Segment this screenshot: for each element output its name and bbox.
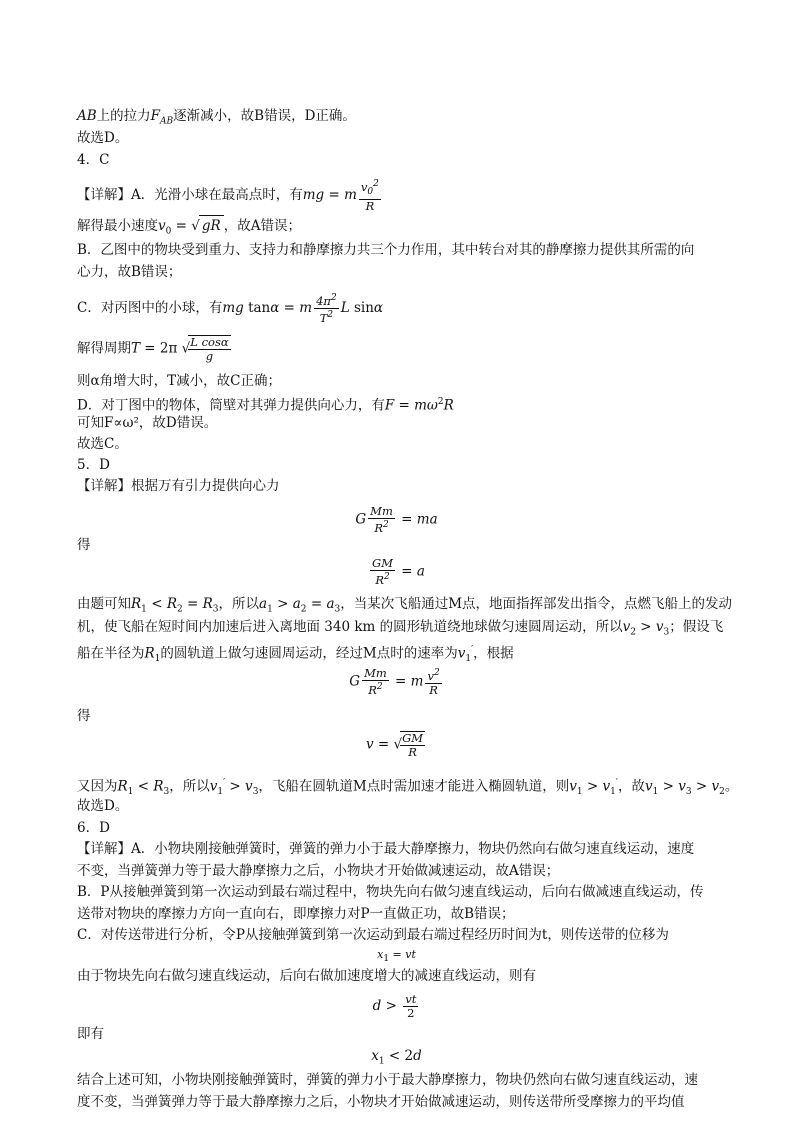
text-line: 【详解】根据万有引力提供向心力 bbox=[77, 478, 280, 494]
formula-fraction: $\frac{4\pi^2}{T^2}$ bbox=[316, 293, 337, 325]
text-fragment: 又因为 bbox=[77, 778, 118, 795]
text-fragment: 机，使飞船在短时间内加速后进入离地面 340 km 的圆形轨道绕地球做匀速圆周运动，所以 bbox=[77, 619, 623, 635]
display-equation: G $\frac{Mm}{R^2}$ = m $\frac{v^2}{R}$ bbox=[349, 666, 440, 697]
text-fragment: ，故A错误； bbox=[223, 218, 301, 234]
text-line: AB上的拉力$F_{AB}$逐渐减小，故B错误，D正确。 bbox=[77, 108, 356, 127]
text-fragment: ；假设飞 bbox=[669, 619, 724, 635]
text-fragment: ，根据 bbox=[473, 645, 514, 662]
text-fragment: C．对丙图中的小球，有 bbox=[77, 299, 223, 316]
text-fragment: 解得最小速度 bbox=[77, 218, 158, 234]
text-line: 得 bbox=[77, 537, 91, 553]
text-line: 解得周期T = 2π √ $\frac{\text{L cosα}}{g}$ bbox=[77, 335, 229, 363]
text-line: 又因为$R_1 < R_3$，所以$v_1' > v_3$，飞船在圆轨道M点时需加速才能进入椭圆轨道，则$v_1 > v_1'$，故$v_1 > v_3 > v_2$。 bbox=[77, 778, 739, 798]
display-equation: $x_1 < 2d$ bbox=[371, 1048, 422, 1067]
text-line: 度不变，当弹簧弹力等于最大静摩擦力之后，小物块才开始做减速运动，则传送带所受摩擦力的平均值 bbox=[77, 1094, 685, 1110]
text-line: 故选D。 bbox=[77, 130, 129, 146]
display-equation: G $\frac{Mm}{R^2}$ = ma bbox=[355, 504, 438, 535]
text-fragment: ，飞船在圆轨道M点时需加速才能进入椭圆轨道，则 bbox=[258, 778, 570, 795]
text-line: 可知F∝ω²，故D错误。 bbox=[77, 415, 218, 431]
formula-fraction: $\frac{v_0^2}{R}$ bbox=[360, 179, 379, 214]
text-fragment: ，所以 bbox=[218, 596, 260, 612]
text-fragment: 由题可知 bbox=[77, 596, 131, 612]
display-equation: $\frac{GM}{R^2}$ = a bbox=[372, 556, 425, 587]
text-line: 心力，故B错误； bbox=[77, 264, 182, 280]
text-line: 结合上述可知，小物块刚接触弹簧时，弹簧的弹力小于最大静摩擦力，物块仍然向右做匀速直线运动，速 bbox=[77, 1072, 698, 1088]
question-number: 5．D bbox=[77, 457, 110, 473]
text-fragment: ，故 bbox=[617, 778, 645, 795]
text-line: 得 bbox=[77, 708, 91, 724]
text-line: 由于物块先向右做匀速直线运动，后向右做加速度增大的减速直线运动，则有 bbox=[77, 968, 536, 984]
text-line: 即有 bbox=[77, 1026, 104, 1042]
text-line: 【详解】A．光滑小球在最高点时，有mg = m $\frac{v_0^2}{R}$ bbox=[77, 179, 379, 214]
text-line: 送带对物块的摩擦力方向一直向右，即摩擦力对P一直做正功，故B错误； bbox=[77, 906, 515, 922]
text-line: 不变，当弹簧弹力等于最大静摩擦力之后，小物块才开始做减速运动，故A错误； bbox=[77, 863, 560, 879]
display-equation: d > $\frac{vt}{2}$ bbox=[372, 992, 417, 1020]
text-line: D．对丁图中的物体，筒壁对其弹力提供向心力，有$F = m\omega^2R$ bbox=[77, 397, 454, 414]
text-line: 【详解】A．小物块刚接触弹簧时，弹簧的弹力小于最大静摩擦力，物块仍然向右做匀速直线运动，速度 bbox=[77, 841, 695, 857]
text-fragment: ，当某次飞船通过M点，地面指挥部发出指令，点燃飞船上的发动 bbox=[340, 596, 733, 612]
text-line: C．对丙图中的小球，有mg tanα = m $\frac{4\pi^2}{T^2}$ L sinα bbox=[77, 293, 384, 325]
text-fragment: ，所以 bbox=[169, 778, 210, 795]
display-equation: $x_1$ = vt bbox=[377, 948, 416, 965]
text-fragment: D．对丁图中的物体，筒壁对其弹力提供向心力，有 bbox=[77, 397, 385, 414]
text-fragment: 的圆轨道上做匀速圆周运动，经过M点时的速率为 bbox=[160, 645, 458, 662]
text-line: 则α角增大时，T减小，故C正确； bbox=[77, 373, 281, 389]
text-line: 解得最小速度$v_0$ = √ gR ，故A错误； bbox=[77, 215, 301, 242]
question-number: 6．D bbox=[77, 820, 110, 836]
text-line: C．对传送带进行分析，令P从接触弹簧到第一次运动到最右端过程经历时间为t，则传送带的位移为 bbox=[77, 927, 669, 943]
question-number: 4．C bbox=[77, 152, 110, 168]
text-line: B．乙图中的物块受到重力、支持力和静摩擦力共三个力作用，其中转台对其的静摩擦力提供其所需的向 bbox=[77, 242, 695, 258]
display-equation: v = √ $\frac{GM}{R}$ bbox=[365, 731, 424, 759]
text-fragment: 。 bbox=[724, 778, 739, 795]
text-line: 故选D。 bbox=[77, 798, 129, 814]
text-line: 由题可知$R_1 < R_2 = R_3$，所以$a_1 > a_2 = a_3$，当某次飞船通过M点，地面指挥部发出指令，点燃飞船上的发动 bbox=[77, 596, 733, 615]
text-line: B．P从接触弹簧到第一次运动到最右端过程中，物块先向右做匀速直线运动，后向右做减速直线运动，传 bbox=[77, 884, 704, 900]
text-fragment: 船在半径为 bbox=[77, 645, 145, 662]
text-line: 故选C。 bbox=[77, 436, 128, 452]
text-line: 船在半径为$R_1$的圆轨道上做匀速圆周运动，经过M点时的速率为$v_1'$，根据 bbox=[77, 645, 514, 665]
text-fragment: 【详解】A．光滑小球在最高点时，有 bbox=[77, 187, 303, 204]
formula-fraction: $\frac{\text{L cosα}}{g}$ bbox=[190, 335, 229, 363]
text-line: 机，使飞船在短时间内加速后进入离地面 340 km 的圆形轨道绕地球做匀速圆周运动，所以$v_2 > v_3$；假设飞 bbox=[77, 619, 724, 638]
formula-sqrt: gR bbox=[199, 215, 224, 236]
text-fragment: 解得周期 bbox=[77, 340, 131, 357]
